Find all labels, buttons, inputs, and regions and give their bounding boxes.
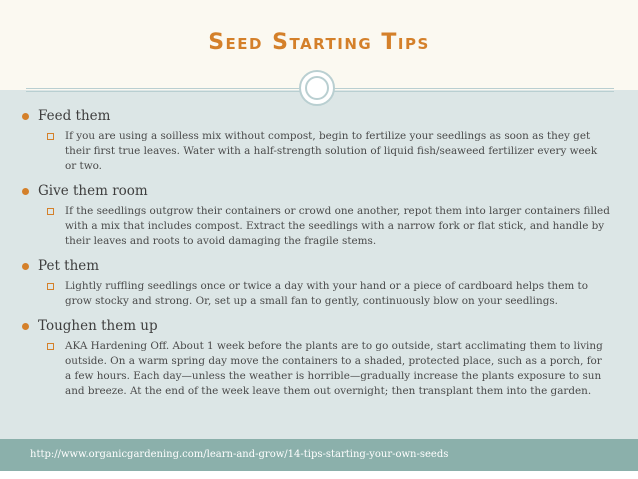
list-item-detail [20, 204, 610, 249]
list-item-heading [20, 318, 620, 335]
item-detail-text: If you are using a soilless mix without compost, begin to fertilize your seedlings as soon as they get their first true leaves. Water with a half-strength solution of liquid fish/seaweed fertilizer every week or two. [65, 130, 598, 172]
list-item-detail [20, 279, 610, 309]
list-item-heading [20, 183, 620, 200]
square-bullet-icon [47, 283, 54, 290]
item-heading-text: Feed them [38, 108, 111, 124]
slide-title: Seed Starting Tips [208, 30, 430, 55]
content-area [0, 90, 638, 439]
item-detail-text: If the seedlings outgrow their containers or crowd one another, repot them into larger containers filled with a mix that includes compost. Extract the seedlings with a narrow fork or flat stick, and handle by their leaves and roots to avoid damaging the fragile stems. [65, 205, 610, 247]
bullet-icon [22, 323, 29, 330]
bottom-strip [0, 471, 638, 479]
divider-ring-icon [299, 70, 335, 106]
square-bullet-icon [47, 208, 54, 215]
item-detail-text: Lightly ruffling seedlings once or twice a day with your hand or a piece of cardboard helps them to grow stocky and strong. Or, set up a small fan to gently, continuously blow on your seedlings. [65, 280, 588, 307]
square-bullet-icon [47, 133, 54, 140]
bullet-list [20, 108, 620, 408]
item-heading-text: Pet them [38, 258, 100, 274]
list-item-heading [20, 108, 620, 125]
bullet-icon [22, 263, 29, 270]
list-item-detail [20, 129, 610, 174]
item-detail-text: AKA Hardening Off. About 1 week before the plants are to go outside, start acclimating them to living outside. On a warm spring day move the containers to a shaded, protected place, such as a porch, for a few hours. Each day—unless the weather is horrible—gradually increase the plants exposure to sun and breeze. At the end of the week leave them out overnight; then transplant them into the garden. [65, 340, 603, 397]
list-item-detail [20, 339, 610, 399]
bullet-icon [22, 113, 29, 120]
source-url[interactable]: http://www.organicgardening.com/learn-and-grow/14-tips-starting-your-own-seeds [30, 449, 449, 460]
square-bullet-icon [47, 343, 54, 350]
item-heading-text: Toughen them up [38, 318, 158, 334]
list-item-heading [20, 258, 620, 275]
footer-bar [0, 439, 638, 471]
bullet-icon [22, 188, 29, 195]
item-heading-text: Give them room [38, 183, 148, 199]
